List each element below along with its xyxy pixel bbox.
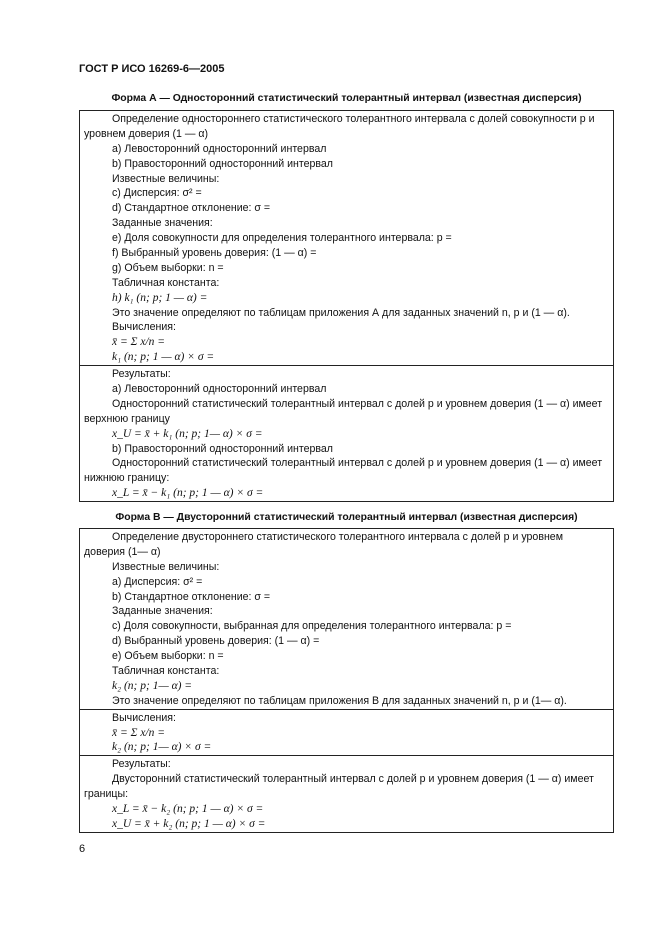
form-b-proportion-field: c) Доля совокупности, выбранная для определения толерантного интервала: p = xyxy=(112,620,512,633)
form-a-given-heading: Заданные значения: xyxy=(112,217,213,230)
form-a-result-text: Односторонний статистический толерантный интервал с долей p и уровнем доверия (1 — α) имеет xyxy=(112,397,603,410)
form-a-sample-size-field: g) Объем выборки: n = xyxy=(112,261,224,274)
form-a-known-heading: Известные величины: xyxy=(112,172,220,185)
form-b-confidence-field: d) Выбранный уровень доверия: (1 — α) = xyxy=(112,635,320,648)
form-a-confidence-field: f) Выбранный уровень доверия: (1 — α) = xyxy=(112,247,317,260)
form-b-variance-field: a) Дисперсия: σ² = xyxy=(112,575,203,588)
form-a-result-text: верхнюю границу xyxy=(84,412,170,425)
form-a-option-left: a) Левосторонний односторонний интервал xyxy=(112,142,327,155)
form-b-table-note: Это значение определяют по таблицам приложения В для заданных значений n, p и (1— α). xyxy=(112,694,567,707)
form-a-mean-formula: x̄ = Σ x/n = xyxy=(112,336,166,349)
form-a-definition-line: уровнем доверия (1 — α) xyxy=(84,127,209,140)
form-b-sample-size-field: e) Объем выборки: n = xyxy=(112,650,224,663)
form-a-k1-sigma-formula: k₁ (n; p; 1 — α) × σ = xyxy=(112,351,215,364)
form-b-k2-field: k₂ (n; p; 1— α) = xyxy=(112,679,193,692)
form-a-result-right-heading: b) Правосторонний односторонний интервал xyxy=(112,442,333,455)
form-a-box xyxy=(79,110,614,502)
form-b-box xyxy=(79,528,614,833)
document-header: ГОСТ Р ИСО 16269-6—2005 xyxy=(79,63,225,75)
form-b-results-heading: Результаты: xyxy=(112,758,171,771)
form-a-results-heading: Результаты: xyxy=(112,368,171,381)
form-a-section-results xyxy=(80,366,613,501)
form-b-definition-line: доверия (1— α) xyxy=(84,545,161,558)
form-a-table-note: Это значение определяют по таблицам приложения А для заданных значений n, p и (1 — α). xyxy=(112,306,570,319)
form-b-table-constant-heading: Табличная константа: xyxy=(112,665,220,678)
form-a-option-right: b) Правосторонний односторонний интервал xyxy=(112,157,333,170)
form-b-mean-formula: x̄ = Σ x/n = xyxy=(112,726,166,739)
form-a-definition-line: Определение одностороннего статистического толерантного интервала с долей совокупности p и xyxy=(112,113,595,125)
form-b-section-results xyxy=(80,756,613,831)
form-a-proportion-field: e) Доля совокупности для определения толерантного интервала: p = xyxy=(112,232,452,245)
form-a-upper-bound-formula: x_U = x̄ + k₁ (n; p; 1— α) × σ = xyxy=(112,427,263,440)
form-b-given-heading: Заданные значения: xyxy=(112,605,213,618)
form-a-result-text: нижнюю границу: xyxy=(84,472,170,485)
form-a-k1-field: h) k₁ (n; p; 1 — α) = xyxy=(112,291,208,304)
form-b-known-heading: Известные величины: xyxy=(112,560,220,573)
form-b-result-text: Двусторонний статистический толерантный интервал с долей p и уровнем доверия (1 — α) имеет xyxy=(112,773,594,786)
form-b-calc-heading: Вычисления: xyxy=(112,711,176,724)
form-a-section-input xyxy=(80,111,613,366)
form-a-result-text: Односторонний статистический толерантный интервал с долей p и уровнем доверия (1 — α) имеет xyxy=(112,457,603,470)
form-b-section-input xyxy=(80,529,613,710)
form-a-title: Форма А — Односторонний статистический толерантный интервал (известная дисперсия) xyxy=(111,93,582,104)
page-number: 6 xyxy=(79,843,86,855)
form-b-upper-bound-formula: x_U = x̄ + k₂ (n; p; 1 — α) × σ = xyxy=(112,817,266,830)
form-b-title: Форма В — Двусторонний статистический толерантный интервал (известная дисперсия) xyxy=(115,512,578,523)
form-a-std-field: d) Стандартное отклонение: σ = xyxy=(112,202,271,215)
form-a-lower-bound-formula: x_L = x̄ − k₁ (n; p; 1 — α) × σ = xyxy=(112,487,264,500)
form-a-result-left-heading: a) Левосторонний односторонний интервал xyxy=(112,383,327,396)
form-b-std-field: b) Стандартное отклонение: σ = xyxy=(112,590,271,603)
form-a-variance-field: c) Дисперсия: σ² = xyxy=(112,187,202,200)
form-b-section-calc xyxy=(80,710,613,757)
form-b-definition-line: Определение двустороннего статистического толерантного интервала с долей p и уровнем xyxy=(112,531,563,543)
form-b-lower-bound-formula: x_L = x̄ − k₂ (n; p; 1 — α) × σ = xyxy=(112,803,264,816)
form-b-k2-sigma-formula: k₂ (n; p; 1— α) × σ = xyxy=(112,741,212,754)
form-a-calc-heading: Вычисления: xyxy=(112,321,176,334)
form-a-table-constant-heading: Табличная константа: xyxy=(112,276,220,289)
form-b-result-text: границы: xyxy=(84,788,129,801)
